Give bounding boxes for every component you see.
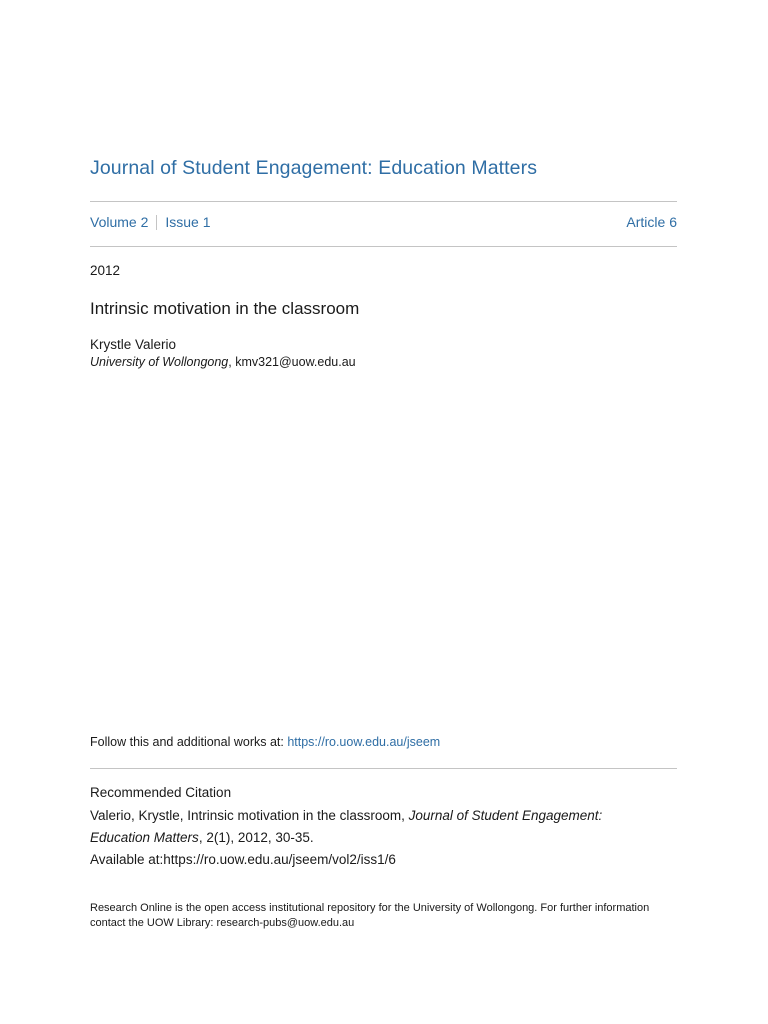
author-affiliation (90, 355, 677, 369)
journal-title-link[interactable]: Journal of Student Engagement: Education Matters (90, 157, 538, 179)
citation-lead: Valerio, Krystle, Intrinsic motivation in the classroom, (90, 808, 409, 823)
divider-citation (90, 768, 677, 769)
article-title: Intrinsic motivation in the classroom (90, 299, 360, 318)
volume-link[interactable]: Volume 2 (90, 214, 149, 230)
issue-link[interactable]: Issue 1 (165, 214, 211, 230)
issue-separator (156, 215, 157, 230)
divider-issue (90, 246, 677, 247)
footer-line1: Research Online is the open access institutional repository for the University of Wollongong. For further information (90, 902, 650, 914)
journal-title[interactable] (90, 157, 677, 180)
follow-works (90, 735, 677, 749)
footer-line2: contact the UOW Library: research-pubs@uow.edu.au (90, 917, 355, 929)
follow-text: Follow this and additional works at: (90, 735, 288, 749)
article-number-link[interactable]: Article 6 (626, 214, 677, 230)
publication-year: 2012 (90, 263, 121, 278)
citation-body (90, 805, 677, 871)
citation-journal-line2: Education Matters (90, 830, 199, 845)
follow-link[interactable]: https://ro.uow.edu.au/jseem (287, 735, 441, 749)
author-institution: University of Wollongong (90, 355, 229, 369)
citation-journal-line1: Journal of Student Engagement: (408, 808, 603, 823)
author-email: , kmv321@uow.edu.au (228, 355, 356, 369)
repository-footer (90, 901, 677, 931)
citation-heading: Recommended Citation (90, 785, 232, 800)
citation-available: Available at:https://ro.uow.edu.au/jseem/vol2/iss1/6 (90, 852, 396, 867)
citation-details: , 2(1), 2012, 30-35. (198, 830, 314, 845)
issue-bar (90, 214, 677, 230)
author-name: Krystle Valerio (90, 337, 177, 352)
volume-issue-group (90, 214, 211, 230)
divider-top (90, 201, 677, 202)
